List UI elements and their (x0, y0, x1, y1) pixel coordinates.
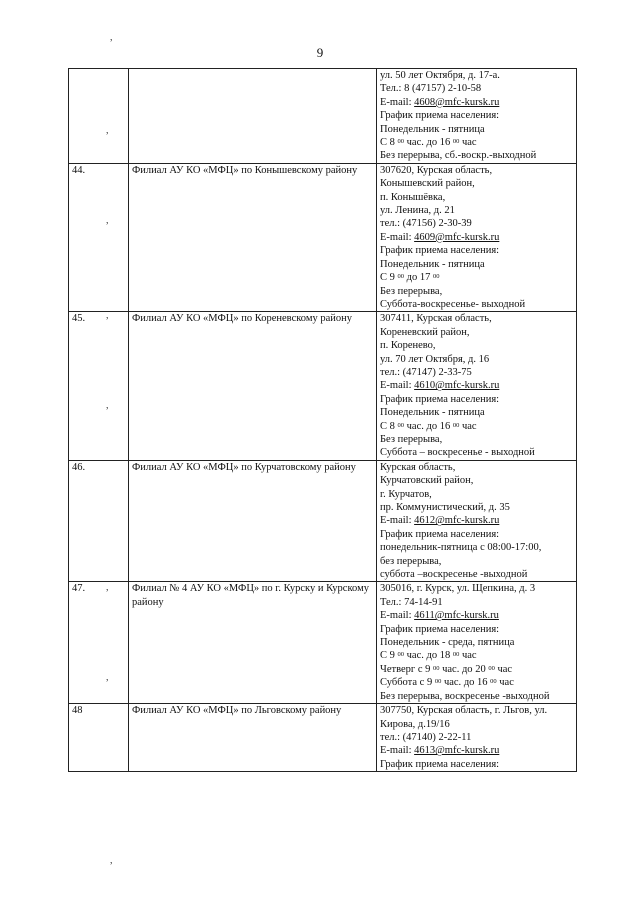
table-row (69, 163, 577, 311)
margin-mark: , (106, 215, 109, 226)
info-line: Курчатовский район, (380, 475, 474, 487)
info-line: E-mail: 4613@mfc-kursk.ru (380, 745, 500, 757)
branch-name: Филиал АУ КО «МФЦ» по Льговскому району (129, 704, 377, 772)
row-number: 47. (69, 582, 129, 704)
row-number: 45. (69, 312, 129, 460)
info-line: С 9 $^{00}$ до 17 $^{00}$ (380, 272, 440, 284)
margin-mark: , (106, 125, 109, 136)
branch-info (377, 460, 577, 582)
info-line: С 9 $^{00}$ час. до 18 $^{00}$ час (380, 650, 477, 662)
info-line: тел.: (47156) 2-30-39 (380, 218, 472, 230)
info-line: Без перерыва, (380, 285, 443, 297)
info-line: г. Курчатов, (380, 488, 432, 500)
branch-name: Филиал № 4 АУ КО «МФЦ» по г. Курску и Курскому району (129, 582, 377, 704)
info-line: 307750, Курская область, г. Льгов, ул. (380, 705, 548, 717)
row-number: 44. (69, 163, 129, 311)
branch-info (377, 312, 577, 460)
table-row (69, 69, 577, 164)
info-line: Без перерыва, сб.-воскр.-выходной (380, 150, 537, 162)
margin-mark: , (110, 855, 113, 866)
info-line: Без перерыва, воскресенье -выходной (380, 690, 550, 702)
info-line: Четверг с 9 $^{00}$ час. до 20 $^{00}$ час (380, 663, 513, 675)
info-line: Понедельник - пятница (380, 123, 485, 135)
info-line: тел.: (47140) 2-22-11 (380, 731, 472, 743)
info-line: Суббота – воскресенье - выходной (380, 447, 535, 459)
table-row (69, 582, 577, 704)
branch-info (377, 704, 577, 772)
branch-name (129, 69, 377, 164)
margin-mark: , (110, 32, 113, 43)
info-line: График приема населения: (380, 528, 500, 540)
info-line: ул. 70 лет Октября, д. 16 (380, 353, 490, 365)
info-line: Без перерыва, (380, 433, 443, 445)
branch-info (377, 163, 577, 311)
branch-info (377, 69, 577, 164)
info-line: пр. Коммунистический, д. 35 (380, 502, 510, 513)
table-row (69, 312, 577, 460)
row-number: 48 (69, 704, 129, 772)
info-line: Конышевский район, (380, 178, 475, 190)
info-line: Понедельник - пятница (380, 407, 485, 419)
info-line: Суббота-воскресенье- выходной (380, 298, 526, 310)
info-line: E-mail: 4611@mfc-kursk.ru (380, 610, 499, 622)
margin-mark: , (106, 310, 109, 321)
branch-name: Филиал АУ КО «МФЦ» по Курчатовскому району (129, 460, 377, 582)
info-line: 307411, Курская область, (380, 313, 492, 325)
info-line: суббота –воскресенье -выходной (380, 569, 528, 581)
info-line: 305016, г. Курск, ул. Щепкина, д. 3 (380, 583, 536, 595)
info-line: График приема населения: (380, 623, 500, 635)
info-line: E-mail: 4610@mfc-kursk.ru (380, 380, 500, 392)
margin-mark: , (106, 582, 109, 593)
margin-mark: , (106, 672, 109, 683)
info-line: График приема населения: (380, 245, 500, 257)
info-line: E-mail: 4612@mfc-kursk.ru (380, 515, 500, 527)
branch-name: Филиал АУ КО «МФЦ» по Конышевскому району (129, 163, 377, 311)
info-line: График приема населения: (380, 393, 500, 405)
table-row (69, 704, 577, 772)
info-line: п. Конышёвка, (380, 191, 446, 203)
info-line: Тел.: 8 (47157) 2-10-58 (380, 83, 482, 95)
info-line: E-mail: 4609@mfc-kursk.ru (380, 231, 500, 243)
table-row (69, 460, 577, 582)
info-line: 307620, Курская область, (380, 164, 493, 176)
info-line: E-mail: 4608@mfc-kursk.ru (380, 96, 500, 108)
info-line: без перерыва, (380, 555, 442, 567)
info-line: С 8 $^{00}$ час. до 16 $^{00}$ час (380, 420, 477, 432)
info-line: График приема населения: (380, 758, 500, 770)
info-line: Тел.: 74-14-91 (380, 596, 443, 608)
info-line: Понедельник - пятница (380, 258, 485, 270)
row-number (69, 69, 129, 164)
branch-name: Филиал АУ КО «МФЦ» по Кореневскому району (129, 312, 377, 460)
info-line: Суббота с 9 $^{00}$ час. до 16 $^{00}$ час (380, 677, 514, 689)
info-line: С 8 $^{00}$ час. до 16 $^{00}$ час (380, 137, 477, 149)
info-line: Понедельник - среда, пятница (380, 637, 515, 649)
info-line: тел.: (47147) 2-33-75 (380, 366, 472, 378)
row-number: 46. (69, 460, 129, 582)
branches-table (68, 68, 577, 772)
info-line: Кирова, д.19/16 (380, 718, 450, 730)
info-line: п. Коренево, (380, 340, 436, 352)
info-line: ул. 50 лет Октября, д. 17-а. (380, 70, 500, 81)
page-number: 9 (316, 45, 324, 60)
info-line: График приема населения: (380, 110, 500, 122)
info-line: Кореневский район, (380, 326, 470, 338)
info-line: Курская область, (380, 461, 456, 473)
margin-mark: , (106, 400, 109, 411)
info-line: ул. Ленина, д. 21 (380, 205, 455, 217)
info-line: понедельник-пятница с 08:00-17:00, (380, 542, 542, 554)
branch-info (377, 582, 577, 704)
